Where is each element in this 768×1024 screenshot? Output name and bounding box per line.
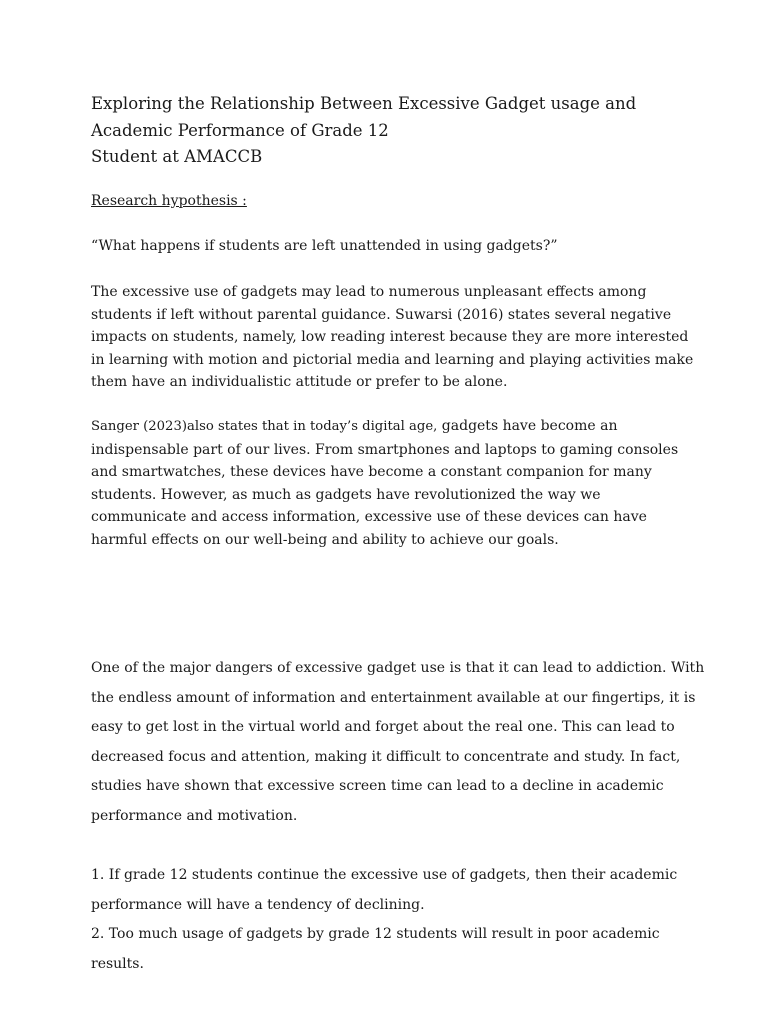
paragraph-2-line: indispensable part of our lives. From smartphones and laptops to gaming consoles: [91, 441, 679, 458]
hypothesis-line: 1. If grade 12 students continue the excessive use of gadgets, then their academic: [91, 867, 678, 883]
paragraph-3-line: performance and motivation.: [91, 807, 298, 824]
research-hypothesis-heading: Research hypothesis :: [91, 193, 247, 209]
hypotheses-list: [91, 861, 691, 979]
paragraph-3-line: the endless amount of information and entertainment available at our fingertips, it is: [91, 689, 696, 706]
hypothesis-line: 2. Too much usage of gadgets by grade 12 students will result in poor academic: [91, 926, 660, 942]
paragraph-2-line: students. However, as much as gadgets have revolutionized the way we: [91, 486, 601, 503]
paragraph-3-line: easy to get lost in the virtual world and forget about the real one. This can lead to: [91, 719, 675, 735]
hypothesis-line: results.: [91, 955, 144, 972]
research-question: “What happens if students are left unattended in using gadgets?”: [91, 238, 558, 254]
paragraph-1-line: students if left without parental guidance. Suwarsi (2016) states several negative: [91, 306, 672, 323]
document-page: [91, 91, 705, 972]
paragraph-2-line: communicate and access information, excessive use of these devices can have: [91, 509, 647, 526]
title-line-2: Academic Performance of Grade 12: [91, 120, 389, 140]
title-line-1: Exploring the Relationship Between Excessive Gadget usage and: [91, 94, 637, 113]
paragraph-2: [91, 415, 691, 552]
paragraph-3-line: decreased focus and attention, making it difficult to concentrate and study. In fact,: [91, 748, 681, 765]
paragraph-3-line: One of the major dangers of excessive gadget use is that it can lead to addiction. With: [91, 660, 705, 676]
paragraph-2-line: harmful effects on our well-being and ability to achieve our goals.: [91, 531, 559, 548]
paragraph-2-first-suffix: gadgets have become an: [437, 418, 618, 434]
hypothesis-line: performance will have a tendency of declining.: [91, 896, 425, 913]
paragraph-1-line: The excessive use of gadgets may lead to numerous unpleasant effects among: [91, 284, 647, 300]
title-line-3: Student at AMACCB: [91, 147, 263, 166]
paragraph-3: [91, 654, 705, 831]
paragraph-3-line: studies have shown that excessive screen time can lead to a decline in academic: [91, 778, 664, 794]
paragraph-1-line: in learning with motion and pictorial media and learning and playing activities make: [91, 351, 694, 368]
paragraph-1-line: them have an individualistic attitude or prefer to be alone.: [91, 374, 508, 391]
paragraph-1-line: impacts on students, namely, low reading interest because they are more interested: [91, 329, 689, 346]
paragraph-2-first-prefix: Sanger (2023)also states that in today’s digital age,: [91, 419, 438, 434]
paragraph-2-line: and smartwatches, these devices have become a constant companion for many: [91, 464, 652, 481]
paragraph-1: [91, 281, 694, 394]
paragraph-2-first-line: [91, 415, 691, 439]
